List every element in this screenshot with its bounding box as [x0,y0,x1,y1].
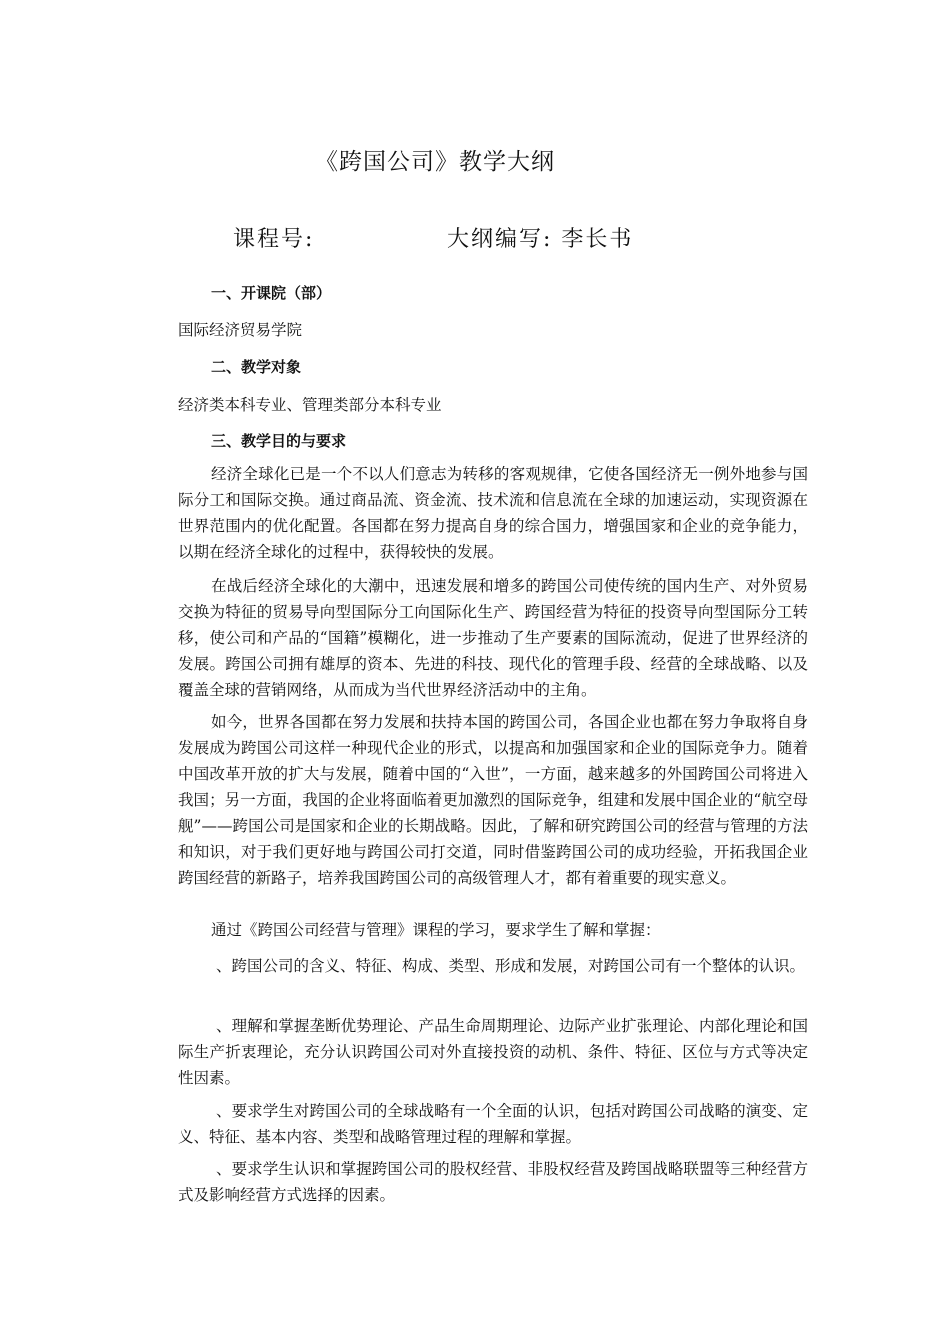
course-number-label: 课程号: [233,227,315,252]
department-name: 国际经济贸易学院 [178,321,303,339]
paragraph-requirements-intro: 通过《跨国公司经营与管理》课程的学习，要求学生了解和掌握： [211,921,661,939]
section-heading-department: 一、开课院（部） [211,284,332,302]
requirement-item-4: 、要求学生认识和掌握跨国公司的股权经营、非股权经营及跨国战略联盟等三种经营方式及影响经营方式选择的因素。 [178,1160,808,1204]
paragraph-globalization: 经济全球化已是一个不以人们意志为转移的客观规律，它使各国经济无一例外地参与国际分工和国际交换。通过商品流、资金流、技术流和信息流在全球的加速运动，实现资源在世界范围内的优化配置。各国都在努力提高自身的综合国力，增强国家和企业的竞争能力，以期在经济全球化的过程中，获得较快的发展。 [178,465,808,561]
paragraph-postwar: 在战后经济全球化的大潮中，迅速发展和增多的跨国公司使传统的国内生产、对外贸易交换为特征的贸易导向型国际分工向国际化生产、跨国经营为特征的投资导向型国际分工转移，使公司和产品的“国籍”模糊化，进一步推动了生产要素的国际流动，促进了世界经济的发展。跨国公司拥有雄厚的资本、先进的科技、现代化的管理手段、经营的全球战略、以及覆盖全球的营销网络，从而成为当代世界经济活动中的主角。 [178,577,808,699]
requirement-item-2: 、理解和掌握垄断优势理论、产品生命周期理论、边际产业扩张理论、内部化理论和国际生产折衷理论，充分认识跨国公司对外直接投资的动机、条件、特征、区位与方式等决定性因素。 [178,1017,808,1087]
requirement-item-1: 、跨国公司的含义、特征、构成、类型、形成和发展，对跨国公司有一个整体的认识。 [216,957,806,975]
requirement-item-3: 、要求学生对跨国公司的全球战略有一个全面的认识，包括对跨国公司战略的演变、定义、特征、基本内容、类型和战略管理过程的理解和掌握。 [178,1102,808,1146]
audience-text: 经济类本科专业、管理类部分本科专业 [178,396,442,414]
paragraph-significance: 如今，世界各国都在努力发展和扶持本国的跨国公司，各国企业也都在努力争取将自身发展成为跨国公司这样一种现代企业的形式，以提高和加强国家和企业的国际竞争力。随着中国改革开放的扩大与发展，随着中国的“入世”，一方面，越来越多的外国跨国公司将进入我国；另一方面，我国的企业将面临着更加激烈的国际竞争，组建和发展中国企业的“航空母舰”——跨国公司是国家和企业的长期战略。因此，了解和研究跨国公司的经营与管理的方法和知识，对于我们更好地与跨国公司打交道，同时借鉴跨国公司的成功经验，开拓我国企业跨国经营的新路子，培养我国跨国公司的高级管理人才，都有着重要的现实意义。 [178,713,808,887]
section-heading-objectives: 三、教学目的与要求 [211,432,347,450]
document-title: 《跨国公司》教学大纲 [315,149,555,175]
syllabus-author: 大纲编写: 李长书 [447,227,634,252]
section-heading-audience: 二、教学对象 [211,358,302,376]
